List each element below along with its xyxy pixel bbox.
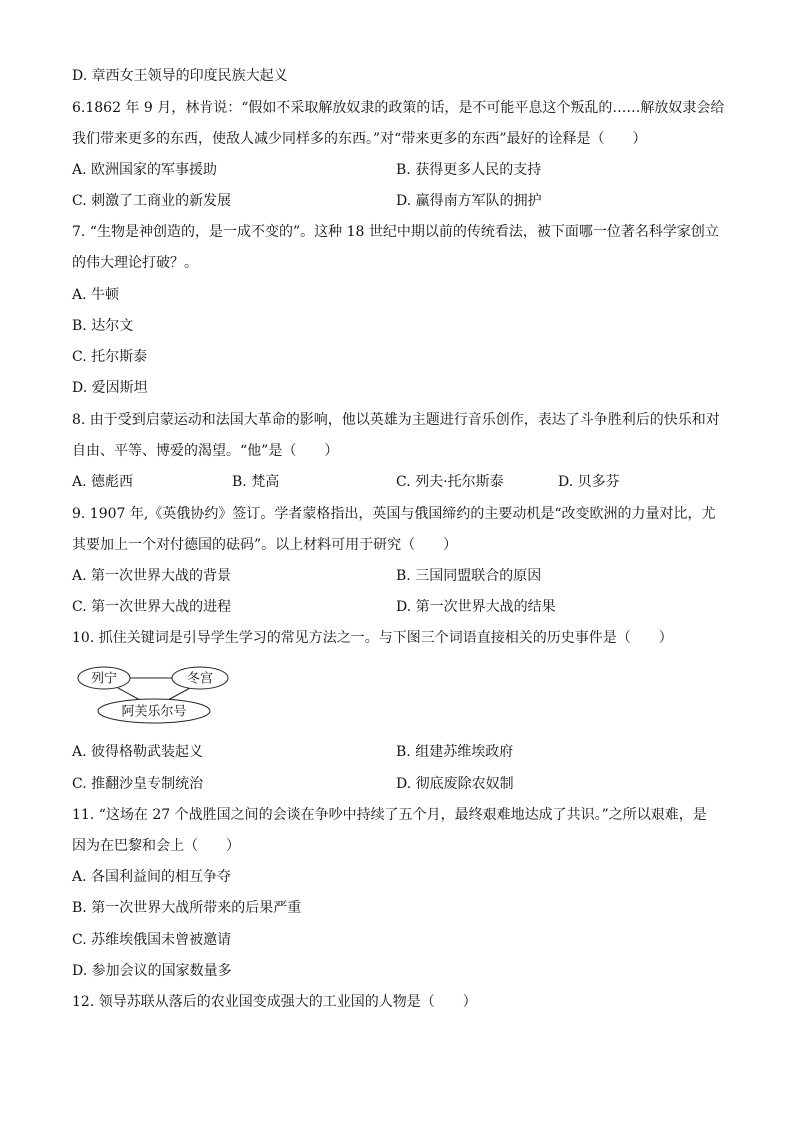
diagram-label-aurora: 阿芙乐尔号: [121, 704, 187, 720]
q7-stem-line2: 的伟大理论打破？。: [72, 255, 198, 271]
q6-stem-line1: 6.1862 年 9 月，林肯说：“假如不采取解放奴隶的政策的话，是不可能平息这个叛乱的……解放奴隶会给: [72, 100, 725, 116]
q7-stem-line1: 7. “生物是神创造的，是一成不变的”。这种 18 世纪中期以前的传统看法，被下面哪一位著名科学家创立: [72, 224, 719, 240]
q10-stem-line1: 10. 抓住关键词是引导学生学习的常见方法之一。与下图三个词语直接相关的历史事件是（ ）: [72, 630, 673, 646]
q9-option-d[interactable]: D. 第一次世界大战的结果: [396, 599, 556, 615]
q5-option-d: D. 章西女王领导的印度民族大起义: [72, 68, 288, 84]
q9-option-a[interactable]: A. 第一次世界大战的背景: [72, 568, 232, 584]
q11-stem-line2: 因为在巴黎和会上（ ）: [72, 838, 240, 854]
q7-option-b[interactable]: B. 达尔文: [72, 318, 134, 334]
q11-stem-line1: 11. “这场在 27 个战胜国之间的会谈在争吵中持续了五个月，最终艰难地达成了共识。”之所以艰难，是: [72, 807, 707, 823]
diagram-label-lenin: 列宁: [90, 671, 118, 687]
q6-stem-line2: 我们带来更多的东西，使敌人减少同样多的东西。”对“带来更多的东西”最好的诠释是（ ）: [72, 131, 647, 147]
q6-option-b[interactable]: B. 获得更多人民的支持: [396, 162, 542, 178]
q9-option-c[interactable]: C. 第一次世界大战的进程: [72, 599, 232, 615]
q11-option-d[interactable]: D. 参加会议的国家数量多: [72, 963, 232, 979]
q12-stem-line1: 12. 领导苏联从落后的农业国变成强大的工业国的人物是（ ）: [72, 994, 477, 1010]
q8-option-a[interactable]: A. 德彪西: [72, 474, 134, 490]
q11-option-c[interactable]: C. 苏维埃俄国未曾被邀请: [72, 932, 232, 948]
q8-option-d[interactable]: D. 贝多芬: [558, 474, 620, 490]
q8-stem-line1: 8. 由于受到启蒙运动和法国大革命的影响，他以英雄为主题进行音乐创作，表达了斗争胜利后的快乐和对: [72, 412, 720, 428]
q8-option-b[interactable]: B. 梵高: [232, 474, 280, 490]
q9-stem-line2: 其要加上一个对付德国的砝码”。以上材料可用于研究（ ）: [72, 537, 458, 553]
q7-option-d[interactable]: D. 爱因斯坦: [72, 380, 148, 396]
q8-stem-line2: 自由、平等、博爱的渴望。“他”是（ ）: [72, 443, 339, 459]
q9-stem-line1: 9. 1907 年,《英俄协约》签订。学者蒙格指出，英国与俄国缔约的主要动机是“改变欧洲的力量对比，尤: [72, 506, 716, 522]
q9-option-b[interactable]: B. 三国同盟联合的原因: [396, 568, 542, 584]
diagram-connector-left: [118, 688, 140, 700]
q7-option-c[interactable]: C. 托尔斯泰: [72, 349, 148, 365]
q10-option-b[interactable]: B. 组建苏维埃政府: [396, 744, 514, 760]
q10-option-d[interactable]: D. 彻底废除农奴制: [396, 776, 514, 792]
q6-option-d[interactable]: D. 赢得南方军队的拥护: [396, 193, 542, 209]
q6-option-c[interactable]: C. 刺激了工商业的新发展: [72, 193, 232, 209]
q7-option-a[interactable]: A. 牛顿: [72, 287, 120, 303]
diagram-label-winter-palace: 冬宫: [186, 671, 214, 687]
q10-option-a[interactable]: A. 彼得格勒武装起义: [72, 744, 204, 760]
q10-option-c[interactable]: C. 推翻沙皇专制统治: [72, 776, 204, 792]
q6-option-a[interactable]: A. 欧洲国家的军事援助: [72, 162, 218, 178]
q11-option-a[interactable]: A. 各国利益间的相互争夺: [72, 869, 232, 885]
q11-option-b[interactable]: B. 第一次世界大战所带来的后果严重: [72, 900, 302, 916]
diagram-connector-right: [168, 688, 190, 700]
keyword-diagram: [72, 660, 232, 726]
q8-option-c[interactable]: C. 列夫·托尔斯泰: [396, 474, 504, 490]
